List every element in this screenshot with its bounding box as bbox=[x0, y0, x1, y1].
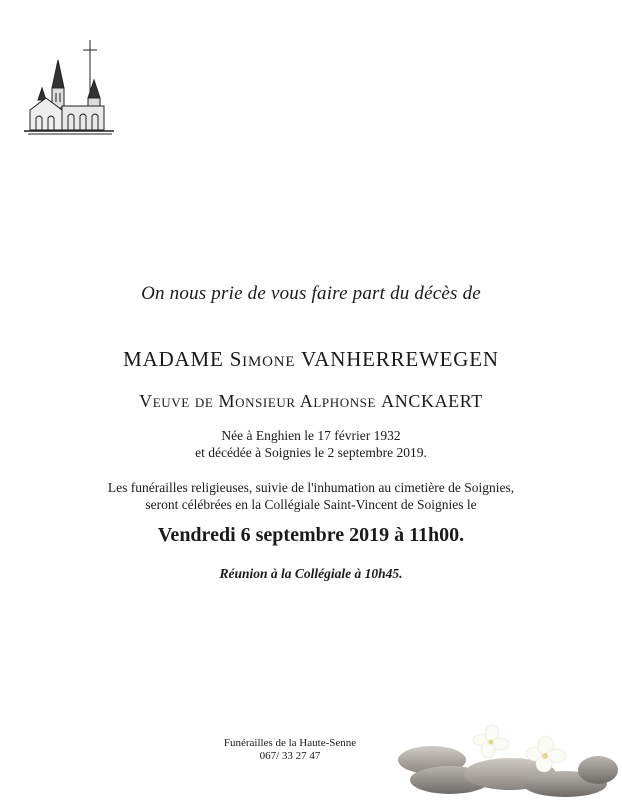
church-with-cross-icon bbox=[24, 38, 116, 138]
service-details bbox=[0, 479, 622, 513]
service-date: Vendredi 6 septembre 2019 à 11h00. bbox=[157, 524, 465, 546]
gathering-note: Réunion à la Collégiale à 10h45. bbox=[219, 566, 403, 581]
service-line-1: Les funérailles religieuses, suivie de l'inhumation au cimetière de Soignies, bbox=[107, 480, 515, 495]
service-line-2: seront célébrées en la Collégiale Saint-Vincent de Soignies le bbox=[145, 497, 477, 512]
widow-of-line bbox=[0, 391, 622, 412]
name-title: MADAME bbox=[123, 347, 224, 371]
funeral-home-info bbox=[210, 737, 370, 763]
name-last: VANHERREWEGEN bbox=[301, 347, 499, 371]
intro-text: On nous prie de vous faire part du décès de bbox=[141, 283, 481, 304]
funeral-home-name: Funérailles de la Haute-Senne bbox=[223, 737, 357, 749]
deceased-name bbox=[0, 347, 622, 372]
birth-line: Née à Enghien le 17 février 1932 bbox=[221, 428, 401, 443]
stones-with-orchids-icon bbox=[390, 718, 622, 800]
birth-death-dates bbox=[0, 427, 622, 461]
name-first: Simone bbox=[229, 347, 296, 371]
widow-of-text: Veuve de Monsieur Alphonse bbox=[139, 391, 377, 411]
death-line: et décédée à Soignies le 2 septembre 2019. bbox=[195, 445, 427, 460]
funeral-home-phone: 067/ 33 27 47 bbox=[259, 750, 321, 762]
widow-last-name: ANCKAERT bbox=[381, 391, 483, 411]
